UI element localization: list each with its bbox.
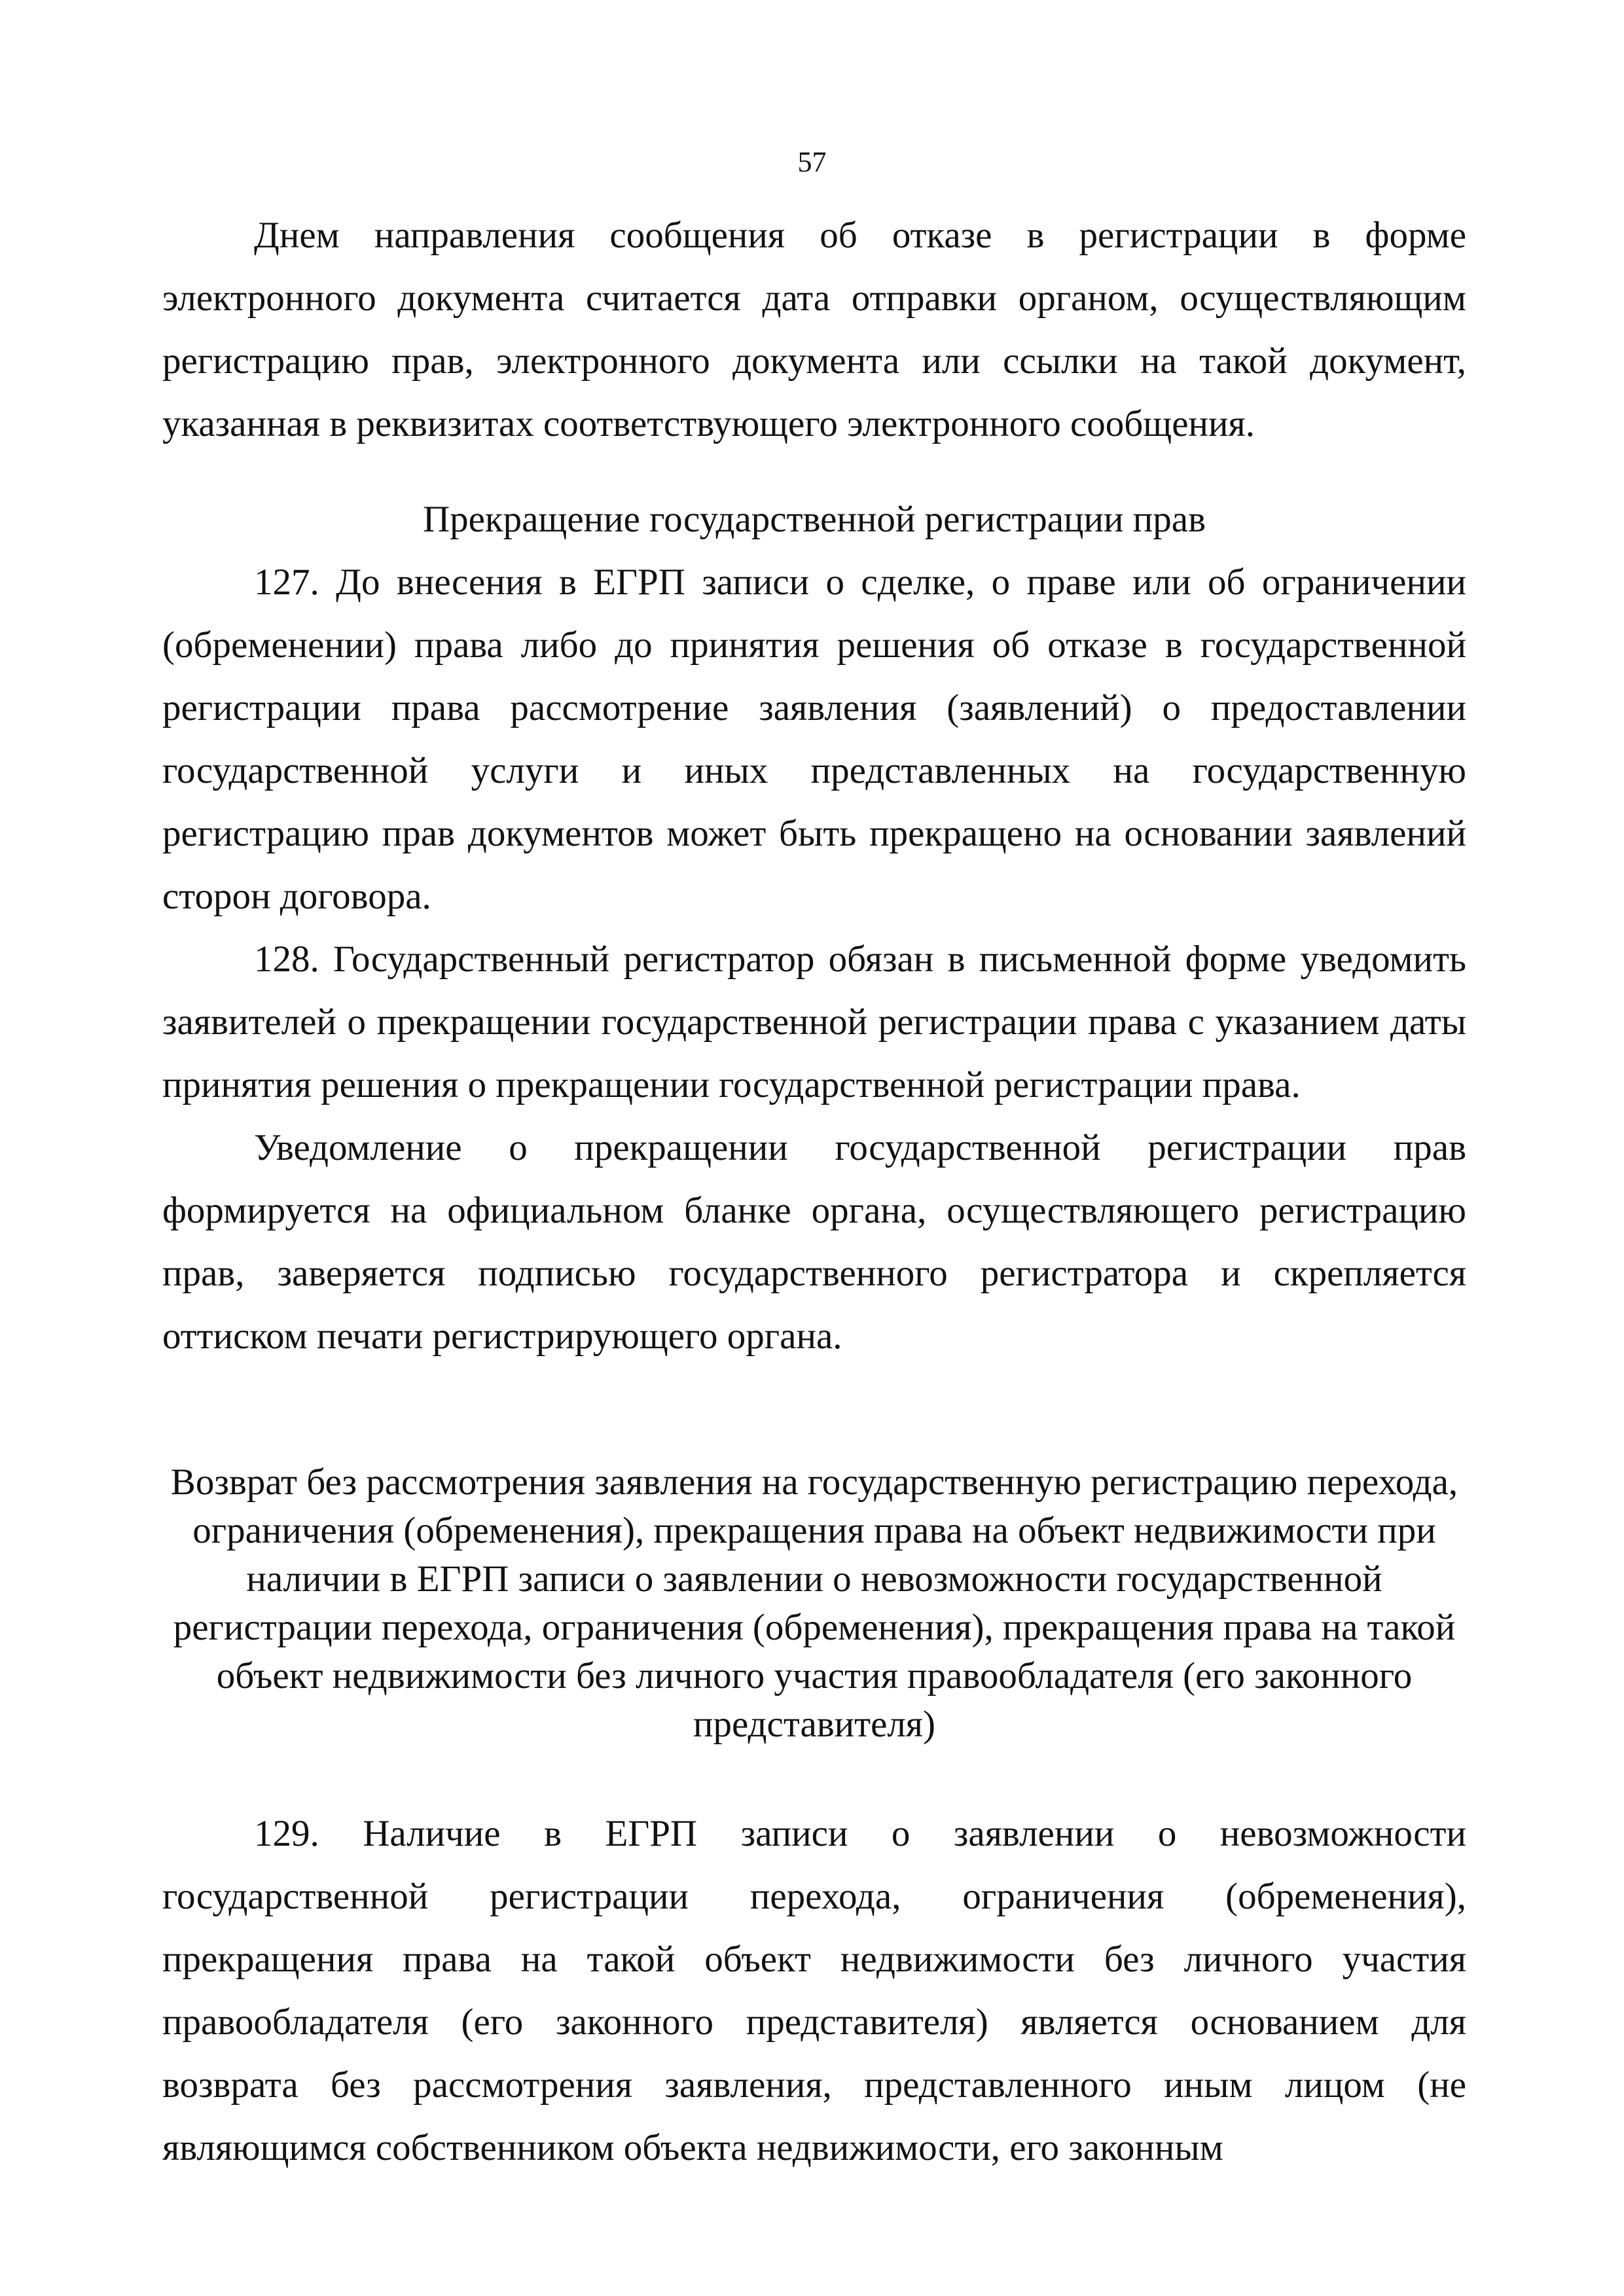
paragraph-129: 129. Наличие в ЕГРП записи о заявлении о невозможности государственной регистрации перехода, ограничения (обременения), прекращения права на такой объект недвижимости без личного участия правообладателя (его законного представителя) является основанием для возврата без рассмотрения заявления, представленного иным лицом (не являющимся собственником объекта недвижимости, его законным [162,1813,1466,2168]
section-heading-return-without-review: Возврат без рассмотрения заявления на государственную регистрацию перехода, ограничения (обременения), прекращения права на объект недвижимости при наличии в ЕГРП записи о заявлении о невозможности государственной регистрации перехода, ограничения (обременения), прекращения права на такой объект недвижимости без личного участия правообладателя (его законного представителя) [170,1462,1458,1745]
paragraph-notification: Уведомление о прекращении государственной регистрации прав формируется на официальном бланке органа, осуществляющего регистрацию прав, заверяется подписью государственного регистратора и скрепляется оттиском печати регистрирующего органа. [162,1127,1466,1357]
paragraph-127: 127. До внесения в ЕГРП записи о сделке, о праве или об ограничении (обременении) права либо до принятия решения об отказе в государственной регистрации права рассмотрение заявления (заявлений) о предоставлении государственной услуги и иных представленных на государственную регистрацию прав документов может быть прекращено на основании заявлений сторон договора. [162,562,1466,917]
section-heading-termination: Прекращение государственной регистрации прав [422,499,1206,540]
document-body [162,204,1466,2179]
paragraph-128: 128. Государственный регистратор обязан в письменной форме уведомить заявителей о прекращении государственной регистрации права с указанием даты принятия решения о прекращении государственной регистрации права. [162,939,1466,1105]
page-number: 57 [797,146,827,178]
paragraph-electronic-refusal-date: Днем направления сообщения об отказе в регистрации в форме электронного документа считается дата отправки органом, осуществляющим регистрацию прав, электронного документа или ссылки на такой документ, указанная в реквизитах соответствующего электронного сообщения. [162,215,1466,444]
